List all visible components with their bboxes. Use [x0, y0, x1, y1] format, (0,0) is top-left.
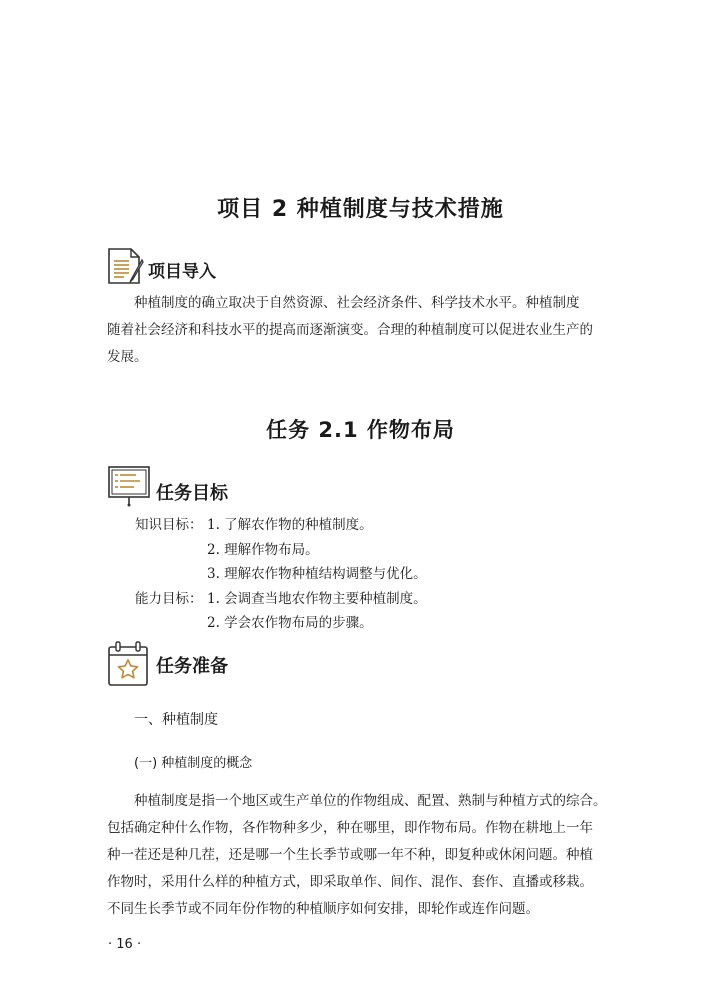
goal-item: 1. 会调查当地农作物主要种植制度。	[207, 590, 427, 607]
ability-label: 能力目标：	[135, 590, 203, 607]
prep-paragraph	[107, 788, 617, 923]
intro-line: 发展。	[107, 349, 148, 365]
goal-row	[135, 562, 427, 587]
calendar-star-icon	[106, 640, 150, 688]
goal-item: 2. 理解作物布局。	[207, 541, 319, 558]
goal-item: 3. 理解农作物种植结构调整与优化。	[207, 566, 427, 582]
body-line: 不同生长季节或不同年份作物的种植顺序如何安排，即轮作或连作问题。	[107, 901, 539, 917]
goal-row	[135, 538, 427, 563]
body-line: 种植制度是指一个地区或生产单位的作物组成、配置、熟制与种植方式的综合。	[134, 793, 607, 809]
intro-heading: 项目导入	[148, 262, 216, 282]
body-line: 包括确定种什么作物，各作物种多少，种在哪里，即作物布局。作物在耕地上一年	[107, 820, 593, 836]
intro-line: 种植制度的确立取决于自然资源、社会经济条件、科学技术水平。种植制度	[134, 295, 580, 311]
project-title: 项目 2 种植制度与技术措施	[217, 197, 504, 222]
goal-item: 2. 学会农作物布局的步骤。	[207, 615, 373, 631]
subsection-heading: (一) 种植制度的概念	[134, 756, 253, 771]
intro-paragraph	[107, 290, 617, 371]
goal-row	[135, 587, 427, 612]
goal-item: 1. 了解农作物的种植制度。	[207, 517, 373, 533]
body-line: 作物时，采用什么样的种植方式，即采取单作、间作、混作、套作、直播或移栽。	[107, 874, 593, 890]
page-number: · 16 ·	[108, 937, 142, 952]
body-line: 种一茬还是种几茬，还是哪一个生长季节或哪一年不种，即复种或休闲问题。种植	[107, 847, 593, 863]
prep-heading: 任务准备	[156, 656, 228, 677]
knowledge-label: 知识目标：	[135, 517, 203, 533]
goal-row	[135, 611, 427, 636]
goal-row	[135, 513, 427, 538]
goals-heading: 任务目标	[156, 483, 228, 504]
intro-line: 随着社会经济和科技水平的提高而逐渐演变。合理的种植制度可以促进农业生产的	[107, 322, 593, 338]
presentation-board-icon	[106, 463, 152, 507]
goals-list	[135, 513, 427, 636]
section-heading: 一、种植制度	[134, 712, 218, 728]
document-icon	[106, 246, 144, 286]
task-title: 任务 2.1 作物布局	[266, 418, 455, 442]
